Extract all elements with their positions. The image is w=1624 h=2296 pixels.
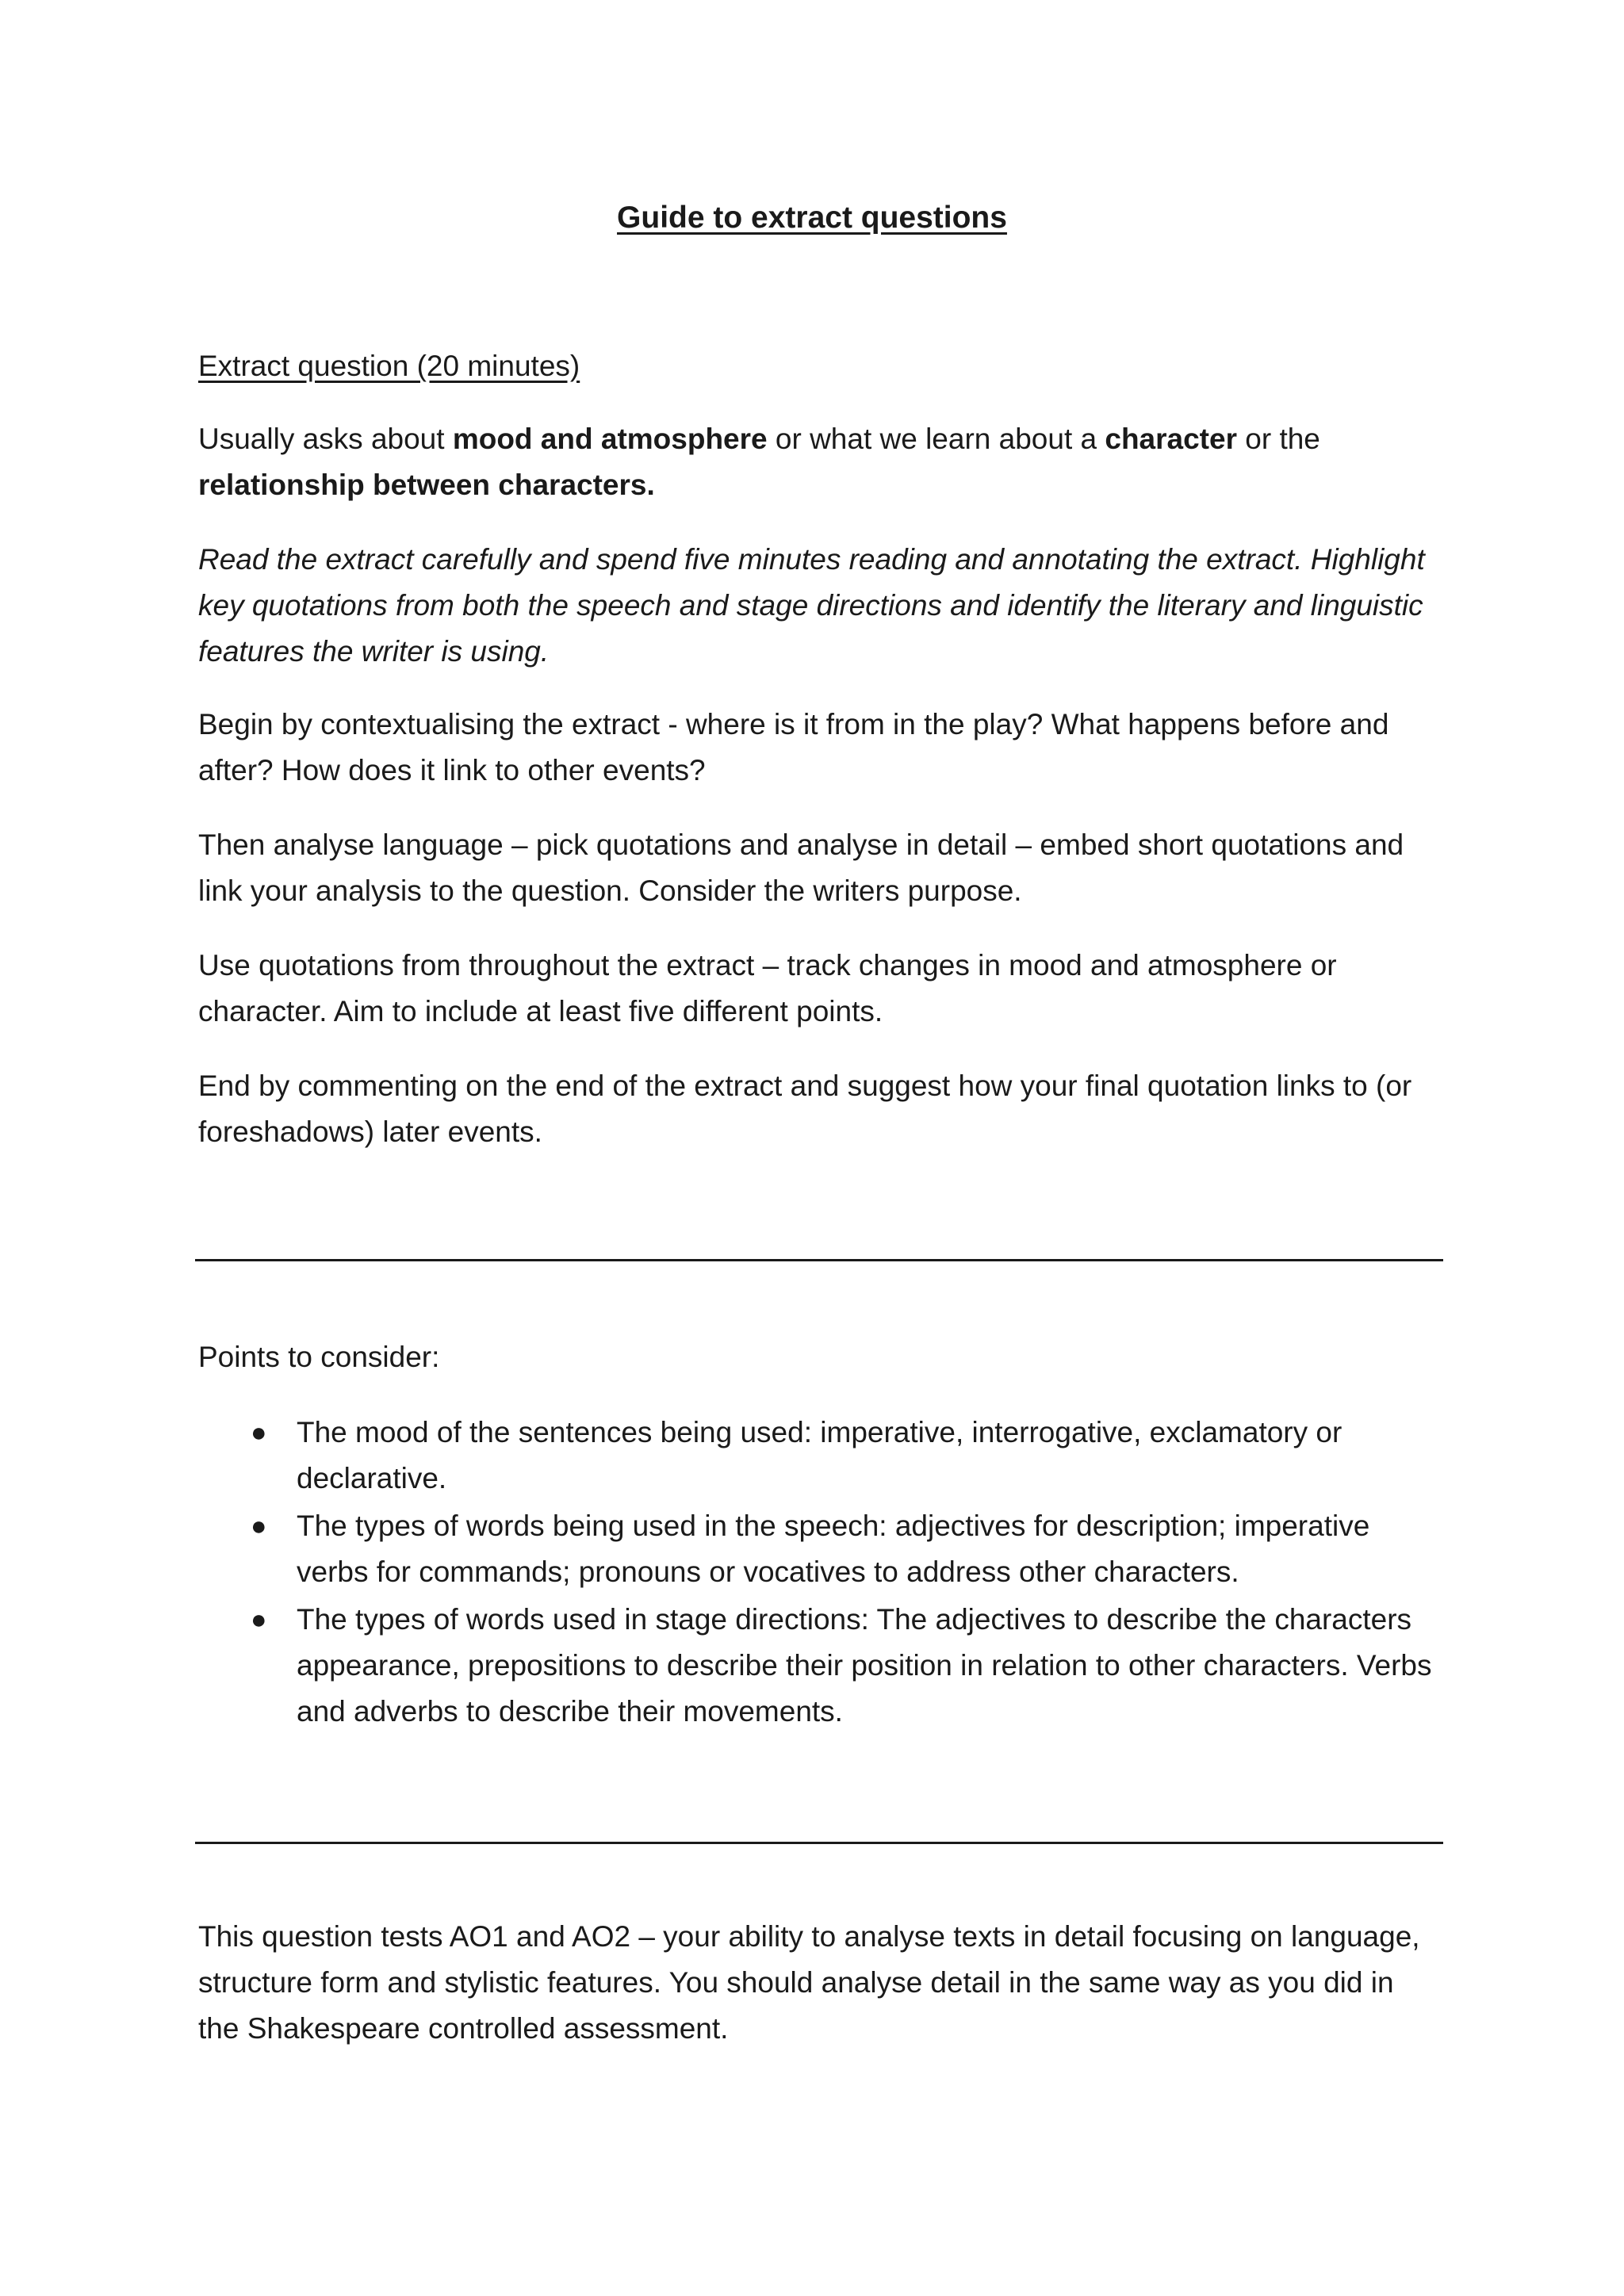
points-heading: Points to consider: (198, 1341, 440, 1373)
list-item (198, 1410, 1435, 1502)
list-item (198, 1597, 1435, 1735)
ending-paragraph: End by commenting on the end of the extract and suggest how your final quotation links to (or foreshadows) later events. (198, 1070, 1412, 1148)
list-item-text: The types of words being used in the speech: adjectives for description; imperative verbs for commands; pronouns or vocatives to address other characters. (297, 1510, 1370, 1588)
instruction-paragraph: Read the extract carefully and spend five minutes reading and annotating the extract. Highlight key quotations from both the speech and stage directions and identify the literary and linguistic features the writer is using. (198, 543, 1425, 668)
footer-paragraph: This question tests AO1 and AO2 – your ability to analyse texts in detail focusing on language, structure form and stylistic features. You should analyse detail in the same way as you did in the Shakespeare controlled assessment. (198, 1920, 1420, 2045)
intro-text-3: or the (1236, 423, 1320, 455)
bullet-icon: ● (251, 1418, 267, 1448)
divider-line (195, 1842, 1443, 1844)
bullet-icon: ● (251, 1511, 267, 1541)
language-paragraph: Then analyse language – pick quotations and analyse in detail – embed short quotations and link your analysis to the question. Consider the writers purpose. (198, 828, 1404, 907)
document-title: Guide to extract questions (617, 201, 1007, 235)
intro-text-2: or what we learn about a (767, 423, 1105, 455)
intro-paragraph (198, 416, 1435, 508)
points-list (198, 1410, 1435, 1736)
context-paragraph: Begin by contextualising the extract - where is it from in the play? What happens before and after? How does it link to other events? (198, 708, 1389, 786)
divider-line (195, 1259, 1443, 1261)
section-heading: Extract question (20 minutes) (198, 350, 580, 382)
list-item (198, 1503, 1435, 1595)
intro-bold-mood: mood and atmosphere (452, 423, 768, 455)
intro-text-1: Usually asks about (198, 423, 453, 455)
list-item-text: The types of words used in stage directions: The adjectives to describe the characters appearance, prepositions to describe their position in relation to other characters. Verbs and adverbs to describe their movements. (297, 1603, 1432, 1728)
intro-bold-character: character (1105, 423, 1237, 455)
intro-bold-relationship: relationship between characters. (198, 469, 655, 501)
quotations-paragraph: Use quotations from throughout the extract – track changes in mood and atmosphere or character. Aim to include at least five different points. (198, 949, 1337, 1027)
bullet-icon: ● (251, 1605, 267, 1635)
list-item-text: The mood of the sentences being used: imperative, interrogative, exclamatory or declarative. (297, 1416, 1342, 1494)
